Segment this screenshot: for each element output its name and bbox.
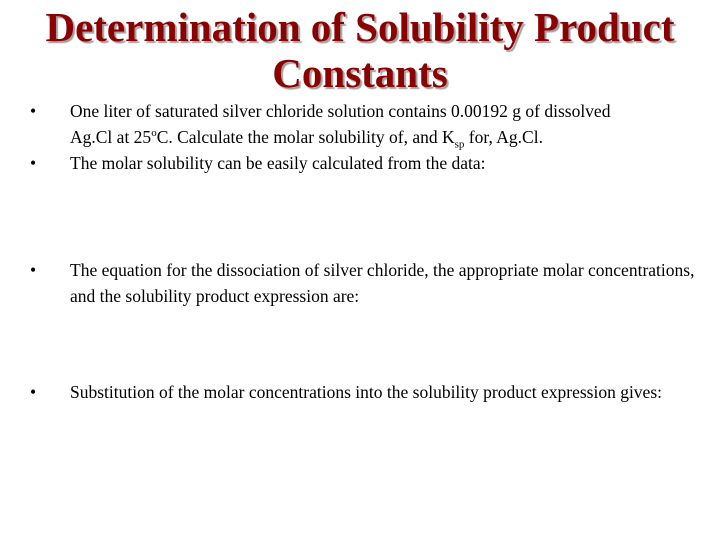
degree-superscript: o <box>151 127 157 140</box>
bullet-substitution <box>30 379 710 405</box>
problem-line-2c: for, Ag.Cl. <box>464 127 543 147</box>
dissociation-text: The equation for the dissociation of silver chloride, the appropriate molar concentrations, and the solubility product expression are: <box>70 260 695 306</box>
problem-line-2b: C. Calculate the molar solubility of, and K <box>156 127 455 147</box>
ksp-subscript: sp <box>454 138 465 151</box>
substitution-text: Substitution of the molar concentrations into the solubility product expression gives: <box>70 382 663 402</box>
bullet-problem-statement <box>30 98 710 150</box>
bullet-marker: • <box>30 260 37 280</box>
bullet-molar-solubility <box>30 150 710 176</box>
problem-line-1: One liter of saturated silver chloride solution contains 0.00192 g of dissolved <box>70 101 611 121</box>
slide-title: Determination of Solubility Product Constants <box>45 4 675 96</box>
bullet-marker: • <box>30 382 37 402</box>
bullet-dissociation-equation <box>30 257 710 309</box>
bullet-marker: • <box>30 101 37 121</box>
molar-solubility-text: The molar solubility can be easily calculated from the data: <box>70 153 486 173</box>
bullet-list <box>30 98 710 405</box>
problem-line-2a: Ag.Cl at 25 <box>70 127 152 147</box>
bullet-marker: • <box>30 153 37 173</box>
